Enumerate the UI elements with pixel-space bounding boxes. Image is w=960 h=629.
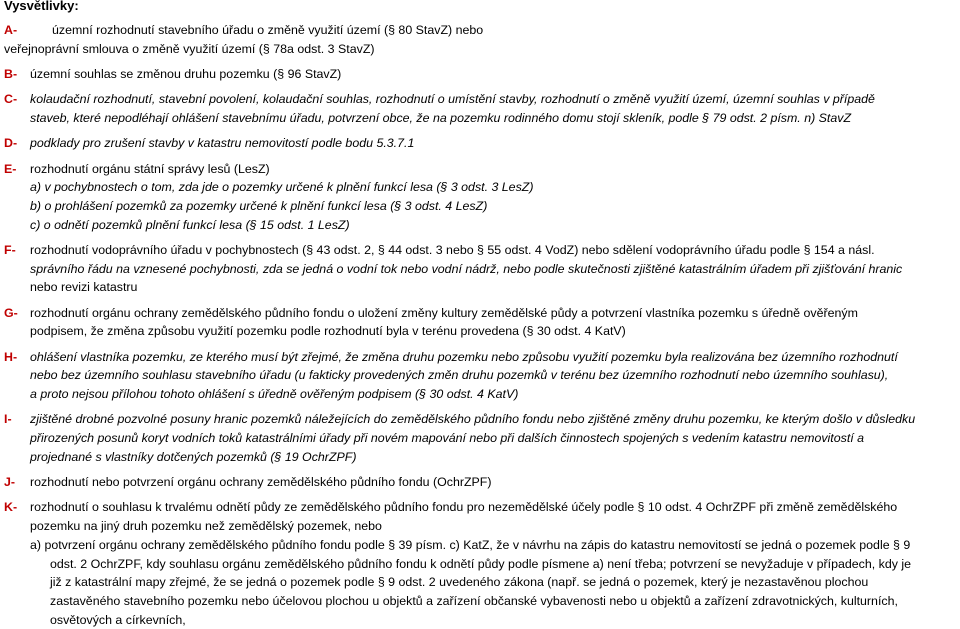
entry-letter: D- [4,136,18,151]
entry-letter: F- [4,243,16,257]
entry-line: nebo bez územního souhlasu stavebního úřadu (u fakticky provedených změn druhu pozemků v terénu bez územního rozhodnutí nebo územního souhlasu), [30,368,889,383]
legend-entry-i [4,410,956,466]
entry-line: rozhodnutí vodoprávního úřadu v pochybnostech (§ 43 odst. 2, § 44 odst. 3 nebo § 55 odst. 4 VodZ) nebo sdělení vodoprávního úřadu podle § 154 a násl. [30,243,875,257]
entry-line: a proto nejsou přílohou tohoto ohlášení s úředně ověřeným podpisem (§ 30 odst. 4 KatV) [30,387,519,402]
legend-entry-a [4,21,956,58]
entry-line: zjištěné drobné pozvolné posuny hranic pozemků náležejících do zemědělského půdního fondu nebo zjištěné změny druhu pozemku, ke kterým došlo v důsledku [30,412,916,427]
entry-letter: I- [4,412,12,427]
legend-entry-e [4,160,956,235]
entry-line: rozhodnutí nebo potvrzení orgánu ochrany zemědělského půdního fondu (OchrZPF) [30,475,492,490]
entry-letter: H- [4,349,18,364]
entry-subitem-a: a) potvrzení orgánu ochrany zemědělského půdního fondu podle § 39 písm. c) KatZ, že v návrhu na zápis do katastru nemovitostí se jedná o pozemek podle § 9 [30,537,911,552]
entry-line: podpisem, že změna způsobu využití pozemku podle rozhodnutí byla v terénu provedena (§ 30 odst. 4 KatV) [30,324,626,339]
legend-entry-h [4,348,956,404]
entry-letter: K- [4,500,18,515]
entry-line: veřejnoprávní smlouva o změně využití území (§ 78a odst. 3 StavZ) [4,41,375,56]
legend-entry-k [4,498,956,629]
entry-line: rozhodnutí o souhlasu k trvalému odnětí půdy ze zemědělského půdního fondu pro nezemědělské účely podle § 10 odst. 4 OchrZPF při změně zemědělského [30,500,898,515]
entry-line: nebo revizi katastru [30,280,138,295]
entry-letter: B- [4,67,18,81]
entry-line: pozemku na jiný druh pozemku než zemědělský pozemek, nebo [30,519,382,534]
entry-line: již z katastrální mapy zřejmé, že se jedná o pozemek podle § 9 odst. 2 uvedeného zákona (např. se jedná o pozemek, který je nezastavěnou plochou [50,575,869,590]
entry-line: osvětových a církevních, [50,612,186,627]
entry-line: podklady pro zrušení stavby v katastru nemovitostí podle bodu 5.3.7.1 [30,136,415,151]
entry-line: odst. 2 OchrZPF, kdy souhlasu orgánu zemědělského půdního fondu k odnětí půdy podle písmene a) není třeba; potvrzení se nevyžaduje v případech, kdy je [50,556,911,571]
entry-letter: E- [4,161,17,176]
entry-letter: J- [4,475,16,490]
entry-line: územní souhlas se změnou druhu pozemku (§ 96 StavZ) [30,67,342,81]
entry-letter: C- [4,92,18,107]
legend-entry-b [4,65,956,84]
entry-letter: G- [4,305,18,320]
entry-subitem-c: c) o odnětí pozemků plnění funkcí lesa (§ 15 odst. 1 LesZ) [30,217,350,232]
legend-entry-f [4,241,956,297]
legend-entry-d [4,134,956,153]
entry-line: ohlášení vlastníka pozemku, ze kterého musí být zřejmé, že změna druhu pozemku nebo způsobu využití pozemku byla realizována bez územního rozhodnutí [30,349,898,364]
entry-line: rozhodnutí orgánu státní správy lesů (LesZ) [30,161,270,176]
entry-line: správního řádu na vznesené pochybnosti, zda se jedná o vodní tok nebo vodní nádrž, nebo podle skutečnosti zjištěné katastrálním úřadem při zjišťování hranic [30,261,903,276]
legend-title: Vysvětlivky: [4,0,79,13]
entry-subitem-a: a) v pochybnostech o tom, zda jde o pozemky určené k plnění funkcí lesa (§ 3 odst. 3 LesZ) [30,180,534,195]
legend-entry-g [4,304,956,341]
entry-line: rozhodnutí orgánu ochrany zemědělského půdního fondu o uložení změny kultury zemědělské půdy a potvrzení vlastníka pozemku s úředně ověřeným [30,305,858,320]
entry-letter: A- [4,23,18,37]
entry-subitem-b: b) o prohlášení pozemků za pozemky určené k plnění funkcí lesa (§ 3 odst. 4 LesZ) [30,199,488,213]
entry-line: projednané s vlastníky dotčených pozemků (§ 19 OchrZPF) [30,449,357,464]
entry-line: územní rozhodnutí stavebního úřadu o změně využití území (§ 80 StavZ) nebo [52,23,484,37]
entry-line: staveb, které nepodléhají ohlášení stavebnímu úřadu, potvrzení obce, že na pozemku rodinného domu stojí skleník, podle § 79 odst. 2 písm. n) StavZ [30,111,852,125]
entry-line: kolaudační rozhodnutí, stavební povolení, kolaudační souhlas, rozhodnutí o umístění stavby, rozhodnutí o změně využití území, územní souhlas v případě [30,92,875,107]
legend-entry-c [4,90,956,127]
entry-line: přirozených posunů koryt vodních toků katastrálními úřady při novém mapování nebo při dalších činnostech spojených s vedením katastru nemovitostí a [30,431,865,446]
entry-line: zastavěného stavebního pozemku nebo účelovou plochou u objektů a zařízení občanské vybavenosti nebo u objektů a zařízení zdravotnických, kulturních, [50,593,898,608]
legend-entry-j [4,473,956,492]
